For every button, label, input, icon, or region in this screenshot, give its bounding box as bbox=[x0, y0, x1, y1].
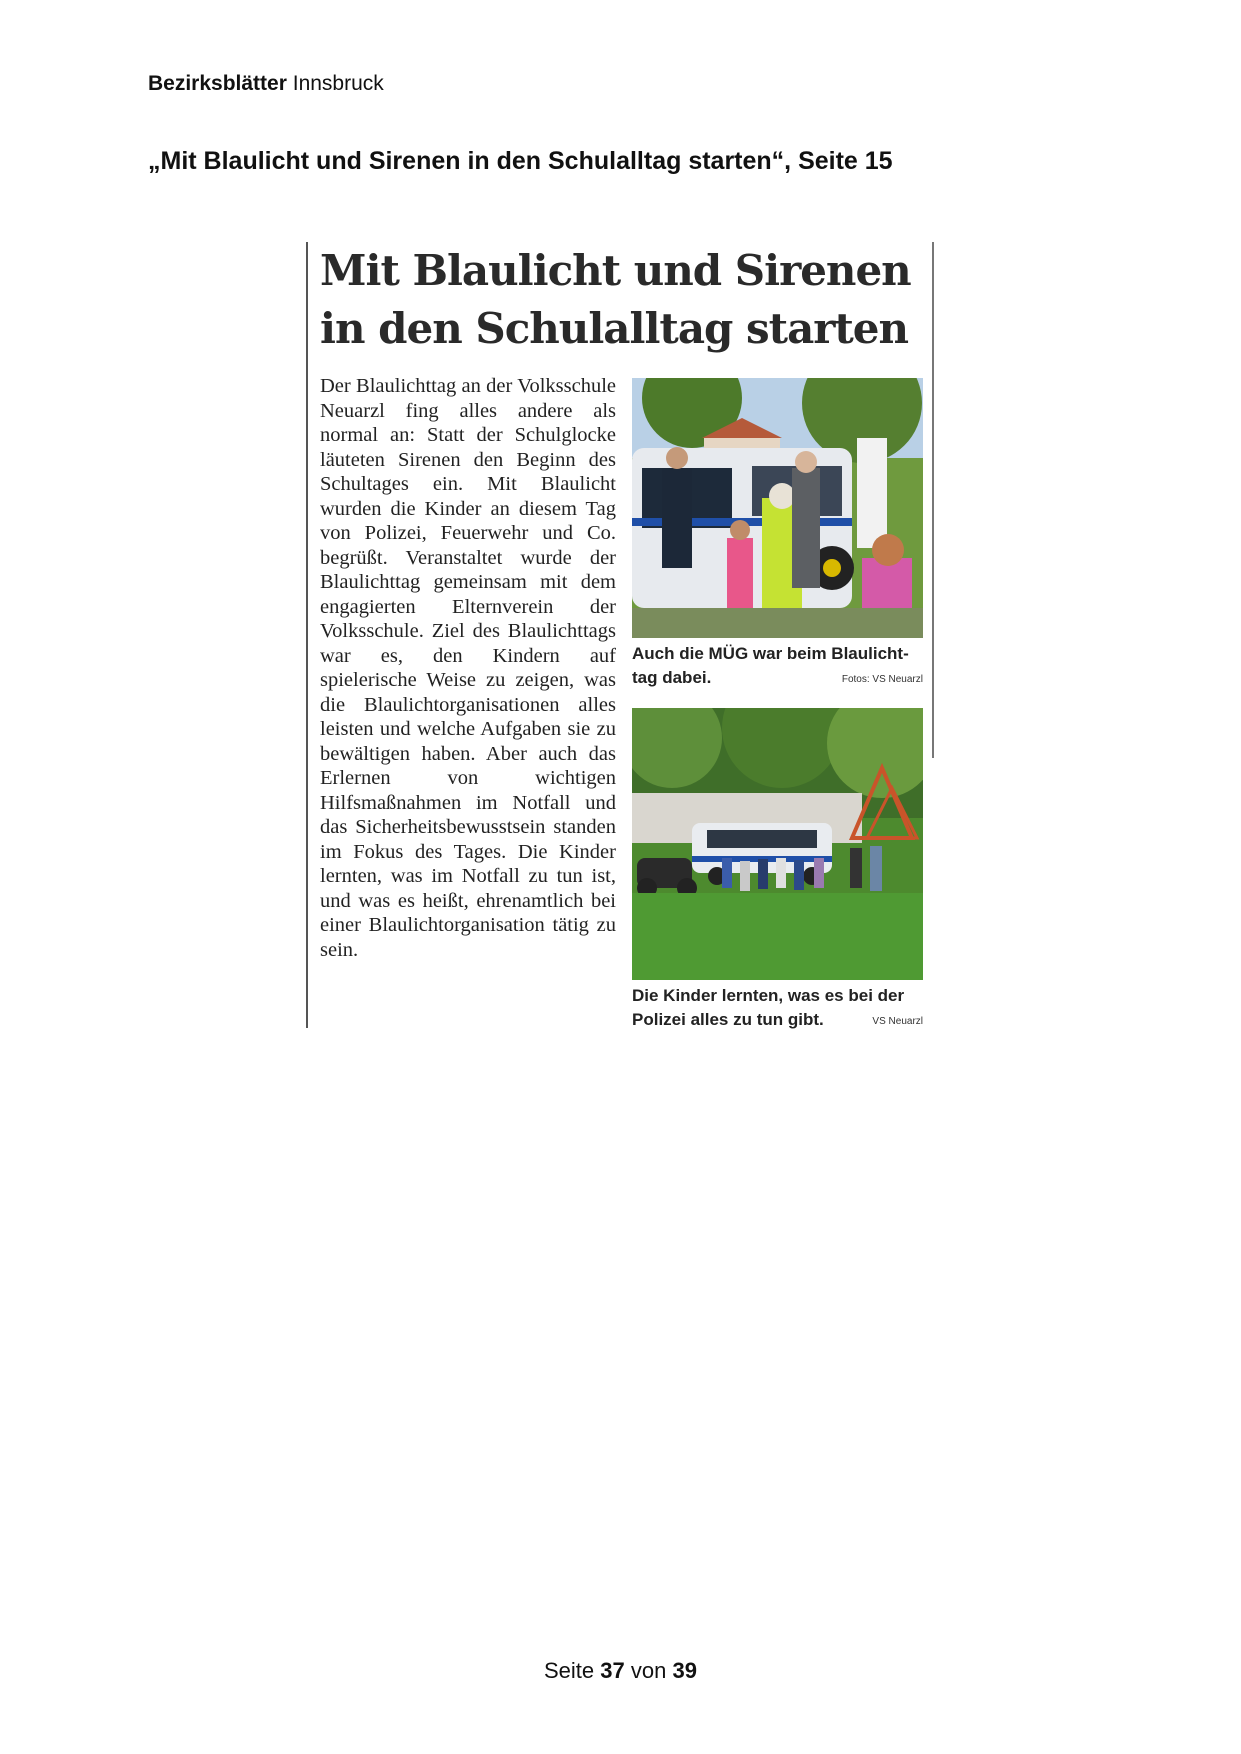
photo1-caption bbox=[632, 642, 923, 690]
article-body: Der Blaulichttag an der Volksschule Neuarzl fing alles andere als normal an: Statt der Schulglocke läuteten Sirenen den Beginn des Schultages ein. Mit Blaulicht wurden die Kinder an diesem Tag von Polizei, Feuerwehr und Co. begrüßt. Veranstaltet wurde der Blaulichttag gemeinsam mit dem engagierten Elternverein der Volksschule. Ziel des Blaulichttags war es, den Kindern auf spielerische Weise zu zeigen, was die Blaulichtorganisationen alles leisten und welche Aufgaben sie zu bewältigen haben. Aber auch das Erlernen von wichtigen Hilfsmaßnahmen im Notfall und das Sicherheitsbewusstsein standen im Fokus des Tages. Die Kinder lernten, was im Notfall zu tun ist, und was es heißt, ehrenamtlich bei einer Blaulichtorganisation tätig zu sein. bbox=[320, 375, 616, 961]
page-footer bbox=[0, 1658, 1241, 1684]
clipping-right-rule bbox=[932, 242, 934, 758]
footer-prefix: Seite bbox=[544, 1658, 595, 1683]
photo1-credit: Fotos: VS Neuarzl bbox=[841, 674, 923, 685]
photo2-caption-text: Die Kinder lernten, was es bei der Polizei alles zu tun gibt. bbox=[632, 986, 905, 1029]
publication-brand: Bezirksblätter bbox=[148, 72, 287, 95]
newspaper-clipping bbox=[306, 242, 936, 1032]
publication-name bbox=[148, 72, 384, 96]
photo-police-van bbox=[632, 378, 923, 638]
clipping-left-rule bbox=[306, 242, 308, 1028]
photo2-credit: VS Neuarzl bbox=[872, 1016, 923, 1027]
photo1-caption-text: Auch die MÜG war beim Blaulichttag dabei. bbox=[632, 644, 909, 687]
photo-children-police bbox=[632, 708, 923, 980]
clip-title: „Mit Blaulicht und Sirenen in den Schulalltag starten“, Seite 15 bbox=[148, 147, 893, 175]
publication-region: Innsbruck bbox=[292, 72, 384, 95]
footer-middle: von bbox=[630, 1658, 667, 1683]
footer-page-total: 39 bbox=[672, 1658, 697, 1683]
footer-page-number: 37 bbox=[600, 1658, 625, 1683]
article-headline: Mit Blaulicht und Sirenen in den Schulalltag starten bbox=[320, 246, 911, 353]
photo2-caption bbox=[632, 984, 923, 1032]
